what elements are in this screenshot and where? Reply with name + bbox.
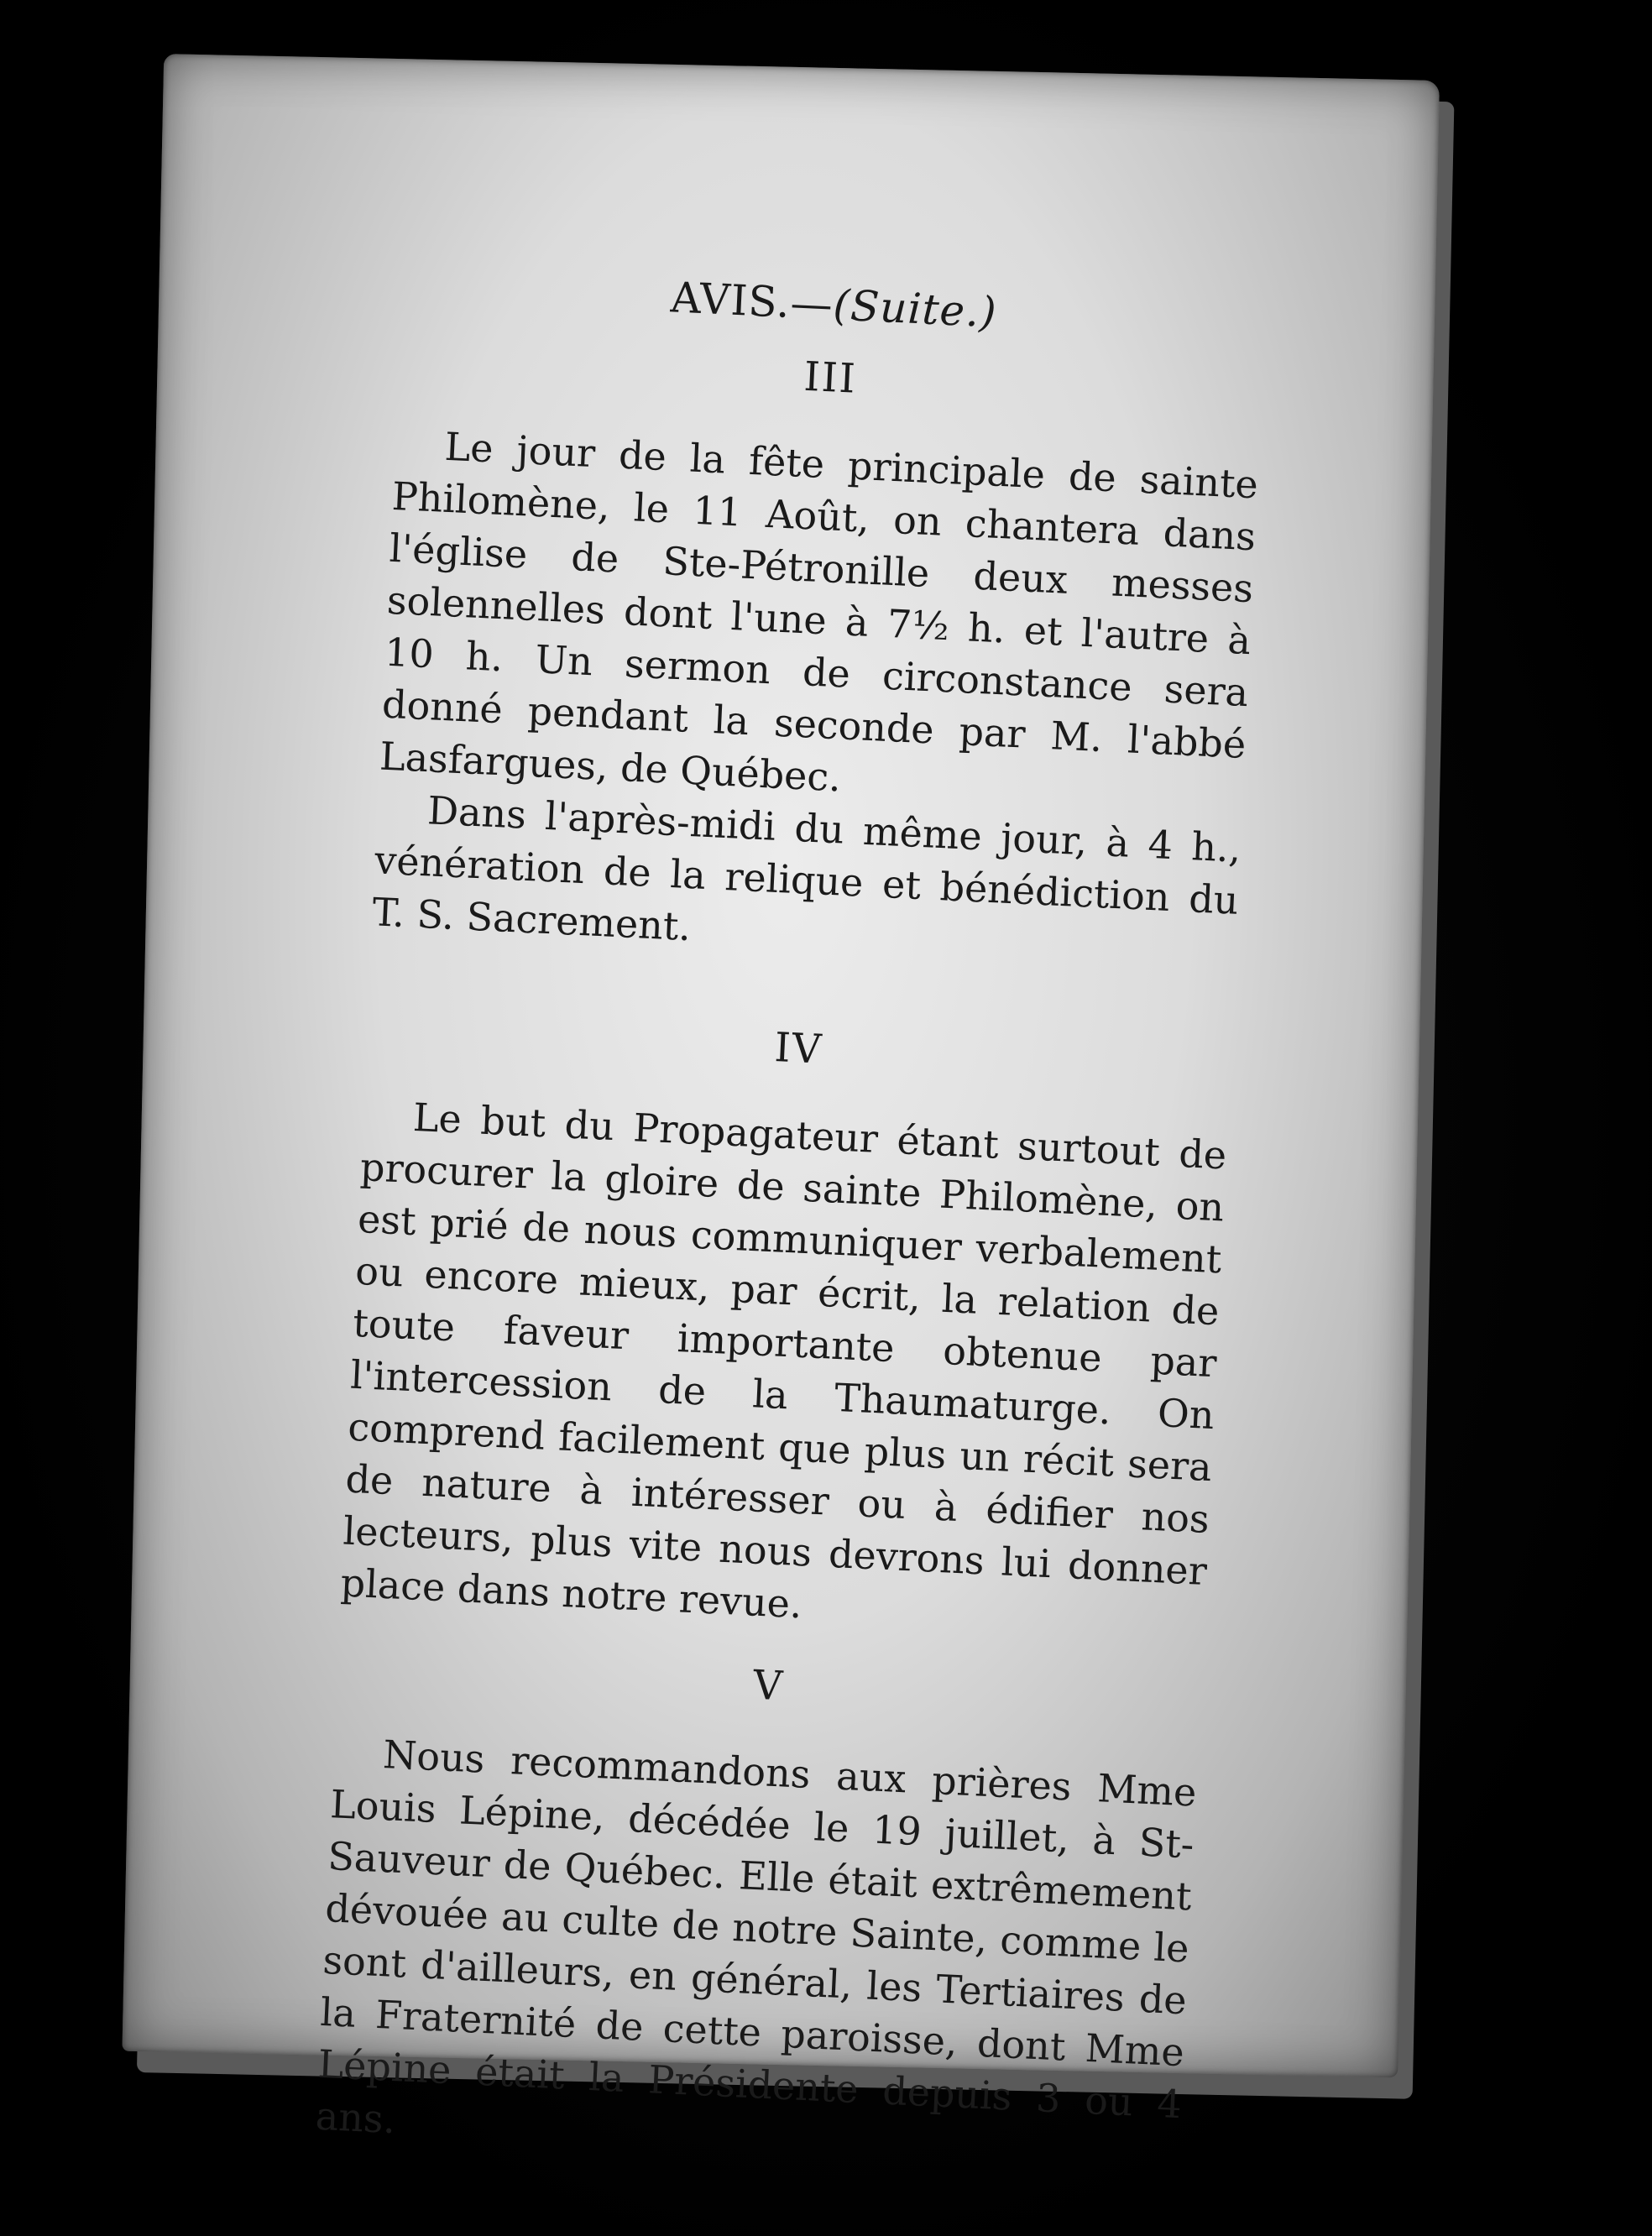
section-numeral-v: V	[752, 1661, 786, 1711]
section-iii-paragraph-2: Dans l'après-midi du même jour, à 4 h., vénération de la relique et bénédiction du T. S. Sacrement.	[371, 787, 1242, 950]
section-v-paragraph-1: Nous recommandons aux prières Mme Louis Lépine, décédée le 19 juillet, à St-Sauveur de Québec. Elle était extrêmement dévouée au culte de notre Sainte, comme le sont d'ailleurs, en général, les Tertiaires de la Fraternité de cette paroisse, dont Mme Lépine était la Présidente depuis 3 ou 4 ans.	[314, 1732, 1198, 2143]
booklet	[122, 54, 1456, 2143]
section-iii-paragraph-1: Le jour de la fête principale de sainte Philomène, le 11 Août, on chantera dans l'église de Ste-Pétronille deux messes solennelles dont l'une à 7½ h. et l'autre à 10 h. Un sermon de circonstance sera donné pendant la seconde par M. l'abbé Lasfargues, de Québec.	[379, 423, 1260, 801]
page-heading	[400, 260, 1267, 349]
page	[122, 54, 1440, 2143]
section-numeral-iii: III	[802, 353, 858, 403]
heading-title: AVIS.—	[669, 273, 835, 330]
section-numeral-iv: IV	[773, 1024, 824, 1074]
section-iv-paragraph-1: Le but du Propagateur étant surtout de procurer la gloire de sainte Philomène, on est prié de nous communiquer verbalement ou encore mieux, par écrit, la relation de toute faveur importante obtenue par l'intercession de la Thaumaturge. On comprend facilement que plus un récit sera de nature à intéresser ou à édifier nos lecteurs, plus vite nous devrons lui donner place dans notre revue.	[339, 1094, 1228, 1627]
page-text	[315, 260, 1268, 2182]
heading-suite: (Suite.)	[832, 280, 998, 337]
